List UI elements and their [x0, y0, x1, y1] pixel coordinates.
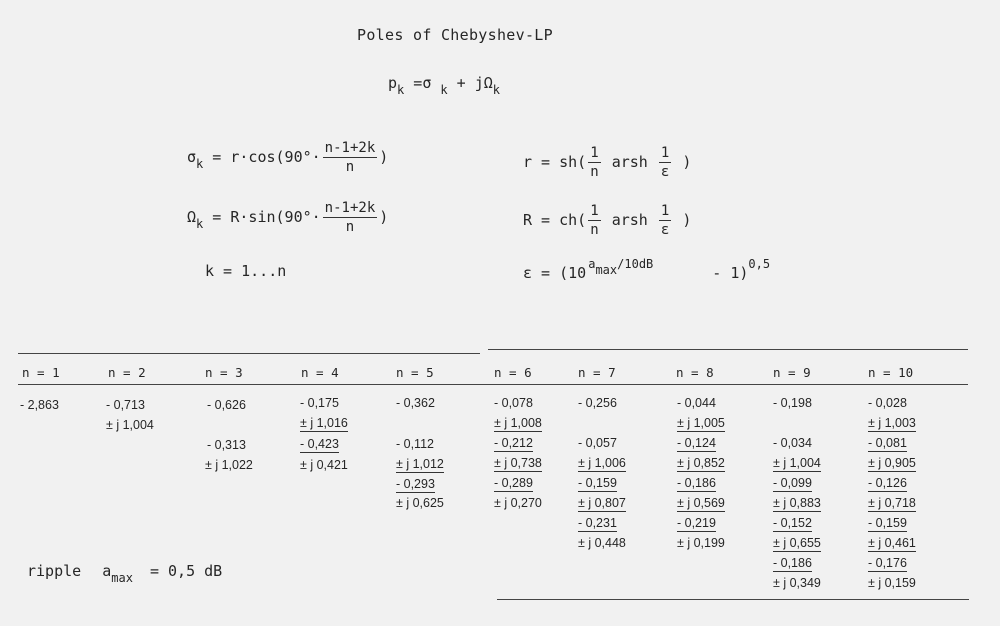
header-n9: n = 9 — [773, 365, 811, 380]
n5-pole-imag: ± j 0,625 — [396, 496, 444, 510]
sigma-fraction — [323, 140, 378, 175]
sigma-symbol: σ — [422, 74, 432, 92]
plus: + — [456, 74, 466, 92]
R-formula — [523, 203, 691, 238]
sigma-rhs: = r·cos(90°· — [212, 148, 321, 166]
omega-fraction — [323, 200, 378, 235]
r-formula — [523, 145, 691, 180]
n8-pole-real: - 0,044 — [677, 396, 716, 410]
n7-pole-real: - 0,159 — [578, 476, 617, 490]
n9-pole-real: - 0,152 — [773, 516, 812, 530]
n9-pole-real: - 0,099 — [773, 476, 812, 490]
n5-pole-real: - 0,362 — [396, 396, 435, 410]
omega-subscript: k — [492, 83, 501, 97]
ripple-a: a — [102, 562, 112, 580]
n8-pole-real: - 0,124 — [677, 436, 716, 450]
epsilon-exponent: 0,5 — [748, 257, 771, 271]
epsilon-exp-a: a — [588, 257, 596, 271]
r-frac-2 — [659, 145, 671, 180]
n10-pole-real: - 0,028 — [868, 396, 907, 410]
omega-lhs-subscript: k — [196, 217, 204, 231]
page-title: Poles of Chebyshev-LP — [357, 26, 553, 44]
n8-pole-imag: ± j 0,852 — [677, 456, 725, 470]
r-frac-1-num: 1 — [590, 145, 599, 161]
R-lhs: R = ch( — [523, 211, 587, 229]
n10-pole-real: - 0,159 — [868, 516, 907, 530]
epsilon-lhs: ε = (10 — [523, 264, 587, 282]
equals: = — [413, 74, 423, 92]
ripple-note — [27, 562, 223, 585]
omega-lhs: Ω — [187, 208, 197, 226]
omega-formula — [187, 200, 388, 235]
k-range: k = 1...n — [205, 262, 287, 280]
r-close: ) — [682, 153, 692, 171]
n4-pole-real: - 0,423 — [300, 437, 339, 451]
n4-pole-imag: ± j 1,016 — [300, 416, 348, 430]
n6-pole-real: - 0,212 — [494, 436, 533, 450]
omega-numerator: n-1+2k — [324, 200, 376, 216]
n5-pole-real: - 0,112 — [396, 437, 434, 451]
ripple-label: ripple — [27, 562, 82, 580]
R-frac-1 — [588, 203, 600, 238]
header-n1: n = 1 — [22, 365, 60, 380]
n10-pole-imag: ± j 0,905 — [868, 456, 916, 470]
n4-pole-imag: ± j 0,421 — [300, 458, 348, 472]
R-frac-1-num: 1 — [590, 203, 599, 219]
n7-pole-imag: ± j 0,448 — [578, 536, 626, 550]
n7-pole-real: - 0,256 — [578, 396, 617, 410]
R-arsh: arsh — [611, 211, 648, 229]
sigma-subscript: k — [440, 83, 448, 97]
r-frac-2-den: ε — [660, 164, 670, 180]
n5-pole-real: - 0,293 — [396, 477, 435, 491]
n7-pole-real: - 0,057 — [578, 436, 617, 450]
n8-pole-imag: ± j 1,005 — [677, 416, 725, 430]
n9-pole-real: - 0,186 — [773, 556, 812, 570]
table-bottom-rule — [497, 599, 969, 600]
n8-pole-real: - 0,186 — [677, 476, 716, 490]
r-lhs: r = sh( — [523, 153, 587, 171]
n10-pole-real: - 0,081 — [868, 436, 907, 450]
R-frac-1-den: n — [590, 222, 599, 238]
epsilon-exp-rest: /10dB — [617, 257, 654, 271]
header-n7: n = 7 — [578, 365, 616, 380]
omega-close: ) — [379, 208, 389, 226]
R-frac-2-num: 1 — [660, 203, 670, 219]
R-frac-2 — [659, 203, 671, 238]
r-frac-1 — [588, 145, 600, 180]
n9-pole-real: - 0,034 — [773, 436, 812, 450]
n10-pole-imag: ± j 0,159 — [868, 576, 916, 590]
n7-pole-imag: ± j 1,006 — [578, 456, 626, 470]
n9-pole-real: - 0,198 — [773, 396, 812, 410]
n8-pole-imag: ± j 0,199 — [677, 536, 725, 550]
n2-pole-imag: ± j 1,004 — [106, 418, 154, 432]
sigma-close: ) — [379, 148, 389, 166]
sigma-lhs-subscript: k — [196, 157, 204, 171]
n9-pole-imag: ± j 1,004 — [773, 456, 821, 470]
sigma-formula — [187, 140, 388, 175]
pole-formula — [388, 74, 501, 97]
sigma-numerator: n-1+2k — [324, 140, 376, 156]
epsilon-tail: - 1) — [712, 264, 749, 282]
j-omega-symbol: jΩ — [474, 74, 493, 92]
table-header-rule — [18, 384, 968, 385]
header-n6: n = 6 — [494, 365, 532, 380]
n3-pole-real: - 0,313 — [207, 438, 246, 452]
ripple-subscript: max — [111, 571, 133, 585]
n9-pole-imag: ± j 0,349 — [773, 576, 821, 590]
n6-pole-imag: ± j 0,738 — [494, 456, 542, 470]
n2-pole-real: - 0,713 — [106, 398, 145, 412]
n10-pole-real: - 0,126 — [868, 476, 907, 490]
r-frac-1-den: n — [590, 164, 599, 180]
header-n10: n = 10 — [868, 365, 914, 380]
header-n2: n = 2 — [108, 365, 146, 380]
n5-pole-imag: ± j 1,012 — [396, 457, 444, 471]
n9-pole-imag: ± j 0,883 — [773, 496, 821, 510]
n10-pole-real: - 0,176 — [868, 556, 907, 570]
n8-pole-imag: ± j 0,569 — [677, 496, 725, 510]
table-top-rule-right — [488, 349, 968, 350]
n6-pole-real: - 0,078 — [494, 396, 533, 410]
n6-pole-imag: ± j 1,008 — [494, 416, 542, 430]
r-arsh: arsh — [611, 153, 648, 171]
n10-pole-imag: ± j 0,461 — [868, 536, 916, 550]
R-close: ) — [682, 211, 692, 229]
epsilon-formula — [523, 257, 771, 282]
sigma-denominator: n — [345, 159, 355, 175]
n9-pole-imag: ± j 0,655 — [773, 536, 821, 550]
n7-pole-imag: ± j 0,807 — [578, 496, 626, 510]
epsilon-exp-sub: max — [595, 263, 618, 277]
R-frac-2-den: ε — [660, 222, 670, 238]
header-n5: n = 5 — [396, 365, 434, 380]
n10-pole-imag: ± j 1,003 — [868, 416, 916, 430]
r-frac-2-num: 1 — [660, 145, 670, 161]
header-n4: n = 4 — [301, 365, 339, 380]
n1-pole-real: - 2,863 — [20, 398, 59, 412]
ripple-value: = 0,5 dB — [149, 562, 223, 580]
n7-pole-real: - 0,231 — [578, 516, 617, 530]
n4-pole-real: - 0,175 — [300, 396, 339, 410]
n10-pole-imag: ± j 0,718 — [868, 496, 916, 510]
omega-rhs: = R·sin(90°· — [212, 208, 321, 226]
n3-pole-real: - 0,626 — [207, 398, 246, 412]
p-subscript: k — [397, 83, 405, 97]
n6-pole-imag: ± j 0,270 — [494, 496, 542, 510]
table-top-rule-left — [18, 353, 480, 354]
header-n8: n = 8 — [676, 365, 714, 380]
n3-pole-imag: ± j 1,022 — [205, 458, 253, 472]
omega-denominator: n — [345, 219, 355, 235]
sigma-lhs: σ — [187, 148, 197, 166]
n6-pole-real: - 0,289 — [494, 476, 533, 490]
p-symbol: p — [388, 74, 398, 92]
header-n3: n = 3 — [205, 365, 243, 380]
n8-pole-real: - 0,219 — [677, 516, 716, 530]
